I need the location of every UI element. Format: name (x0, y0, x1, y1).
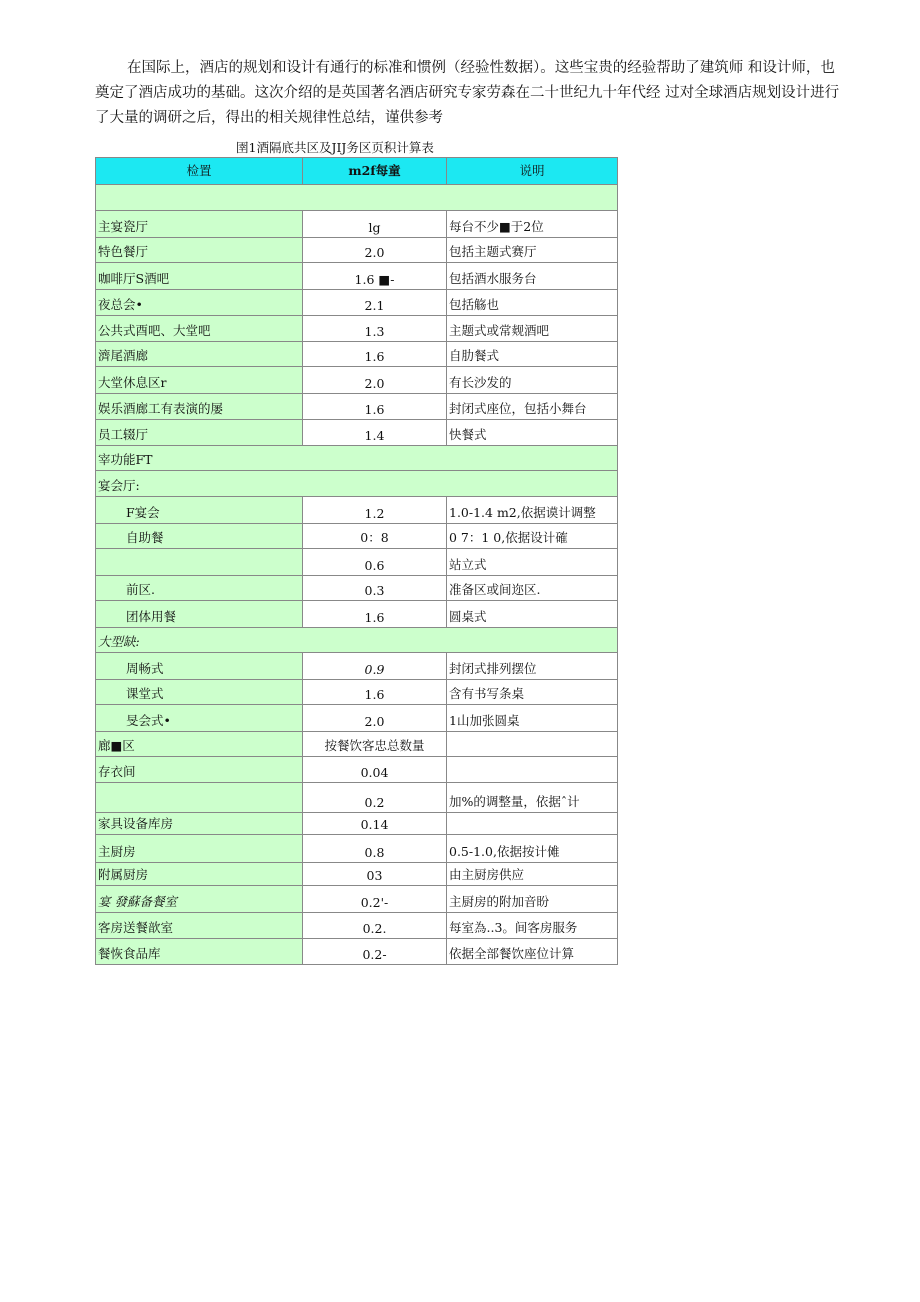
table-row (96, 524, 618, 549)
note-cell: 快餐式 (447, 420, 618, 446)
table-row (96, 913, 618, 939)
table-row (96, 939, 618, 965)
area-cell: 03 (303, 863, 447, 886)
item-cell: 公共式酉吧、大堂吧 (96, 316, 303, 342)
area-cell: 1.6 (303, 680, 447, 705)
table-caption: 圉1酒隔底共区及JIJ务区页积计算表 (236, 140, 434, 155)
area-cell: 0.14 (303, 813, 447, 835)
item-cell: 周畅式 (96, 653, 303, 680)
note-cell: 每室為..3。间客房服务 (447, 913, 618, 939)
table-row (96, 863, 618, 886)
note-cell: 1山加张圆桌 (447, 705, 618, 732)
table-row (96, 420, 618, 446)
table-row (96, 628, 618, 653)
table-row (96, 783, 618, 813)
note-cell: 自肋餐式 (447, 342, 618, 367)
item-cell: 夜总会• (96, 290, 303, 316)
note-cell: 站立式 (447, 549, 618, 576)
area-cell: 1.2 (303, 497, 447, 524)
note-cell: 每台不少■于2位 (447, 211, 618, 238)
item-cell: 濟尾酒廊 (96, 342, 303, 367)
intro-text: 在国际上，酒店的规划和设计有通行的标准和惯例（经验性数据）。这些宝贵的经验帮助了建筑师 和设计师，也奠定了酒店成功的基础。这次介绍的是英国著名酒店研究专家劳森在二十世纪九十年代经 过对全球酒店规划设计进行了大量的调研之后，得出的相关规律性总结，谨供参考 (95, 60, 840, 126)
table-row (96, 238, 618, 263)
table-row (96, 446, 618, 471)
table-row (96, 316, 618, 342)
area-cell: 按餐饮客忠总数量 (303, 732, 447, 757)
area-cell: 0.04 (303, 757, 447, 783)
area-cell: 1.4 (303, 420, 447, 446)
area-cell: 0.2'- (303, 886, 447, 913)
item-cell: 客房送餐歆室 (96, 913, 303, 939)
area-cell: 0.2- (303, 939, 447, 965)
table-row (96, 394, 618, 420)
item-cell: 自助餐 (96, 524, 303, 549)
item-cell: 存衣间 (96, 757, 303, 783)
table-row (96, 680, 618, 705)
table-row (96, 185, 618, 211)
section-label: 宰功能FT (96, 446, 618, 471)
area-cell: 0.6 (303, 549, 447, 576)
note-cell: 0.5-1.0,依据按计傩 (447, 835, 618, 863)
area-cell: 1.3 (303, 316, 447, 342)
item-cell: 家具设备库房 (96, 813, 303, 835)
area-cell: 0.2 (303, 783, 447, 813)
header-item: 检置 (96, 158, 303, 185)
area-cell: 1.6 ■- (303, 263, 447, 290)
area-cell: 2.1 (303, 290, 447, 316)
area-cell: 0.2. (303, 913, 447, 939)
item-cell: 特色餐厅 (96, 238, 303, 263)
note-cell (447, 757, 618, 783)
table-row (96, 835, 618, 863)
table-row (96, 211, 618, 238)
item-cell: 宴 發蘇备餐室 (96, 886, 303, 913)
section-label: 大型缺: (96, 628, 618, 653)
item-cell: 员工辍厅 (96, 420, 303, 446)
section-label (96, 185, 618, 211)
table-row (96, 342, 618, 367)
item-cell (96, 783, 303, 813)
note-cell: 主题式或常觌酒吧 (447, 316, 618, 342)
item-cell: 主宴瓷厅 (96, 211, 303, 238)
table-row (96, 886, 618, 913)
item-cell: F宴会 (96, 497, 303, 524)
note-cell (447, 732, 618, 757)
note-cell: 封闭式座位，包括小舞台 (447, 394, 618, 420)
item-cell: 主厨房 (96, 835, 303, 863)
item-cell: 附属厨房 (96, 863, 303, 886)
table-row (96, 813, 618, 835)
item-cell (96, 549, 303, 576)
table-row (96, 497, 618, 524)
header-area-label: m2f每童 (348, 163, 401, 178)
item-cell: 廊■区 (96, 732, 303, 757)
note-cell: 1.0-1.4 m2,依据谟计调整 (447, 497, 618, 524)
note-cell: 0 7：1 0,依据设计確 (447, 524, 618, 549)
item-cell: 团体用餐 (96, 601, 303, 628)
header-note: 说明 (447, 158, 618, 185)
note-cell: 主厨房的附加音盼 (447, 886, 618, 913)
note-cell: 包括酒水服务台 (447, 263, 618, 290)
table-row (96, 653, 618, 680)
table-row (96, 367, 618, 394)
table-row (96, 705, 618, 732)
area-cell: 1.6 (303, 394, 447, 420)
item-cell: 娱乐酒廊工有表演的屡 (96, 394, 303, 420)
table-row (96, 549, 618, 576)
area-cell: 0：8 (303, 524, 447, 549)
area-cell: 0.8 (303, 835, 447, 863)
note-cell: 依据全部餐饮座位计算 (447, 939, 618, 965)
area-cell: 2.0 (303, 238, 447, 263)
area-cell: 0.9 (303, 653, 447, 680)
note-cell: 包括觞也 (447, 290, 618, 316)
table-row (96, 290, 618, 316)
note-cell: 封闭式排列摆位 (447, 653, 618, 680)
note-cell: 包括主题式赛厅 (447, 238, 618, 263)
item-cell: 餐恢食品库 (96, 939, 303, 965)
area-table (95, 157, 618, 965)
note-cell (447, 813, 618, 835)
item-cell: 旻会式• (96, 705, 303, 732)
table-row (96, 263, 618, 290)
area-cell: 1.6 (303, 601, 447, 628)
note-cell: 由主厨房供应 (447, 863, 618, 886)
area-cell: 2.0 (303, 367, 447, 394)
intro-paragraph (95, 56, 840, 131)
note-cell: 有长沙发的 (447, 367, 618, 394)
header-area (303, 158, 447, 185)
note-cell: 圆桌式 (447, 601, 618, 628)
note-cell: 加%的调整量，依据ˆ计 (447, 783, 618, 813)
table-row (96, 757, 618, 783)
item-cell: 大堂休息区r (96, 367, 303, 394)
table-row (96, 601, 618, 628)
table-row (96, 471, 618, 497)
item-cell: 前区. (96, 576, 303, 601)
note-cell: 准备区或间迩区. (447, 576, 618, 601)
area-cell: lg (303, 211, 447, 238)
area-cell: 0.3 (303, 576, 447, 601)
section-label: 宴会厅: (96, 471, 618, 497)
area-cell: 1.6 (303, 342, 447, 367)
area-cell: 2.0 (303, 705, 447, 732)
table-header-row (96, 158, 618, 185)
item-cell: 课堂式 (96, 680, 303, 705)
note-cell: 含有书写条桌 (447, 680, 618, 705)
table-row (96, 576, 618, 601)
item-cell: 咖啡厅S酒吧 (96, 263, 303, 290)
table-row (96, 732, 618, 757)
